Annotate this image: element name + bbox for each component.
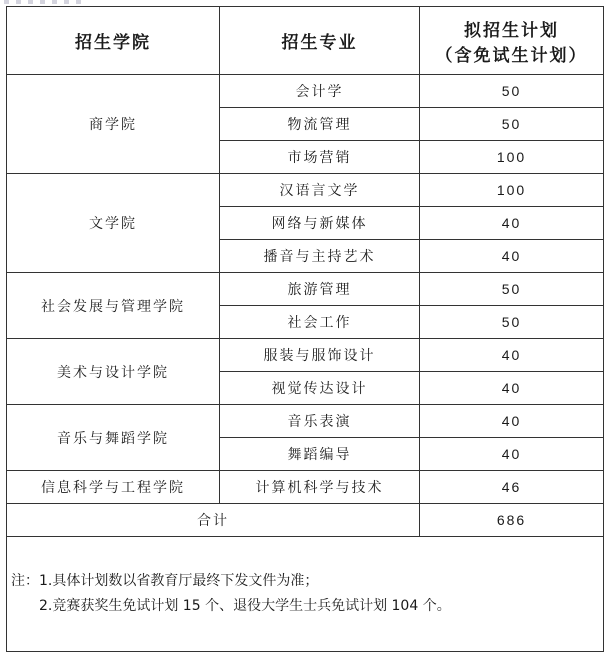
table-row [7, 405, 604, 438]
notes-row [7, 537, 604, 652]
plan-cell: 40 [420, 339, 604, 372]
table-header-row [7, 7, 604, 75]
major-cell: 会计学 [220, 75, 420, 108]
plan-cell: 50 [420, 75, 604, 108]
major-cell: 舞蹈编导 [220, 438, 420, 471]
header-college: 招生学院 [7, 7, 220, 75]
total-label: 合计 [7, 504, 420, 537]
enrollment-plan-table [6, 6, 604, 652]
major-cell: 音乐表演 [220, 405, 420, 438]
header-plan [420, 7, 604, 75]
plan-cell: 40 [420, 405, 604, 438]
college-cell: 美术与设计学院 [7, 339, 220, 405]
major-cell: 社会工作 [220, 306, 420, 339]
plan-cell: 50 [420, 306, 604, 339]
major-cell: 网络与新媒体 [220, 207, 420, 240]
note-line-2: 2.竞赛获奖生免试计划 15 个、退役大学生士兵免试计划 104 个。 [39, 598, 451, 614]
major-cell: 物流管理 [220, 108, 420, 141]
table-row [7, 471, 604, 504]
plan-cell: 46 [420, 471, 604, 504]
college-cell: 商学院 [7, 75, 220, 174]
college-cell: 文学院 [7, 174, 220, 273]
table-row [7, 174, 604, 207]
college-cell: 社会发展与管理学院 [7, 273, 220, 339]
note-line-1: 注：1.具体计划数以省教育厅最终下发文件为准； [11, 573, 319, 589]
major-cell: 汉语言文学 [220, 174, 420, 207]
plan-cell: 40 [420, 240, 604, 273]
plan-cell: 40 [420, 438, 604, 471]
major-cell: 旅游管理 [220, 273, 420, 306]
plan-cell: 50 [420, 273, 604, 306]
plan-cell: 40 [420, 207, 604, 240]
major-cell: 播音与主持艺术 [220, 240, 420, 273]
header-plan-line2: （含免试生计划） [435, 45, 588, 66]
major-cell: 市场营销 [220, 141, 420, 174]
header-plan-line1: 拟招生计划 [464, 20, 559, 41]
college-cell: 音乐与舞蹈学院 [7, 405, 220, 471]
table-row [7, 273, 604, 306]
cropped-caption-fragment [4, 0, 84, 4]
major-cell: 视觉传达设计 [220, 372, 420, 405]
total-value: 686 [420, 504, 604, 537]
major-cell: 计算机科学与技术 [220, 471, 420, 504]
table-row [7, 75, 604, 108]
table-row [7, 339, 604, 372]
college-cell: 信息科学与工程学院 [7, 471, 220, 504]
plan-cell: 100 [420, 141, 604, 174]
plan-cell: 50 [420, 108, 604, 141]
header-major: 招生专业 [220, 7, 420, 75]
major-cell: 服装与服饰设计 [220, 339, 420, 372]
plan-cell: 40 [420, 372, 604, 405]
total-row [7, 504, 604, 537]
notes-cell [7, 537, 604, 652]
plan-cell: 100 [420, 174, 604, 207]
